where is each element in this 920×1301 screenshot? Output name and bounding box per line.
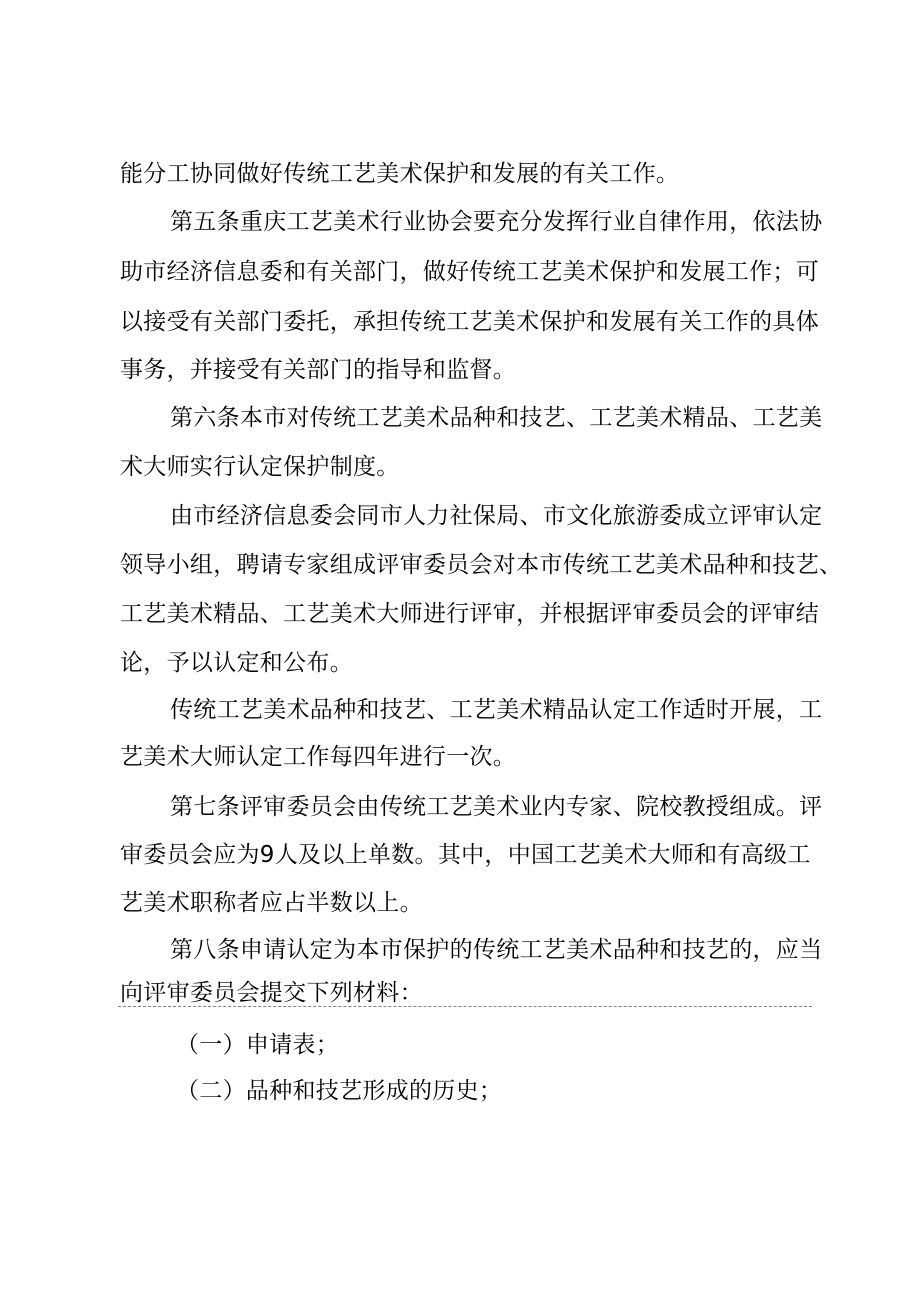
text-line: 以接受有关部门委托，承担传统工艺美术保护和发展有关工作的具体 xyxy=(120,309,819,335)
page-divider xyxy=(118,1006,812,1007)
text-line: 术大师实行认定保护制度。 xyxy=(120,454,400,480)
list-item: （二）品种和技艺形成的历史； xyxy=(176,1078,503,1104)
text-line: 助市经济信息委和有关部门，做好传统工艺美术保护和发展工作；可 xyxy=(120,259,819,285)
text-line: 向评审委员会提交下列材料： xyxy=(120,980,423,1006)
article-6-line: 第六条本市对传统工艺美术品种和技艺、工艺美术精品、工艺美 xyxy=(170,405,823,431)
text-line: 艺美术职称者应占半数以上。 xyxy=(120,890,423,916)
text-line: 由市经济信息委会同市人力社保局、市文化旅游委成立评审认定 xyxy=(170,503,823,529)
text-line: 能分工协同做好传统工艺美术保护和发展的有关工作。 xyxy=(120,161,680,187)
text-line: 艺美术大师认定工作每四年进行一次。 xyxy=(120,744,517,770)
article-7-line: 第七条评审委员会由传统工艺美术业内专家、院校教授组成。评 xyxy=(170,794,823,820)
text-line: 传统工艺美术品种和技艺、工艺美术精品认定工作适时开展，工 xyxy=(170,697,823,723)
text-line: 工艺美术精品、工艺美术大师进行评审，并根据评审委员会的评审结 xyxy=(120,601,819,627)
text-line: 论，予以认定和公布。 xyxy=(120,650,353,676)
article-8-line: 第八条申请认定为本市保护的传统工艺美术品种和技艺的，应当 xyxy=(170,937,823,963)
text-line: 领导小组，聘请专家组成评审委员会对本市传统工艺美术品种和技艺、 xyxy=(120,552,843,578)
text-line: 审委员会应为9人及以上单数。其中，中国工艺美术大师和有高级工 xyxy=(120,842,811,868)
article-5-line: 第五条重庆工艺美术行业协会要充分发挥行业自律作用，依法协 xyxy=(170,209,823,235)
text-line: 事务，并接受有关部门的指导和监督。 xyxy=(120,357,517,383)
list-item: （一）申请表； xyxy=(176,1032,340,1058)
